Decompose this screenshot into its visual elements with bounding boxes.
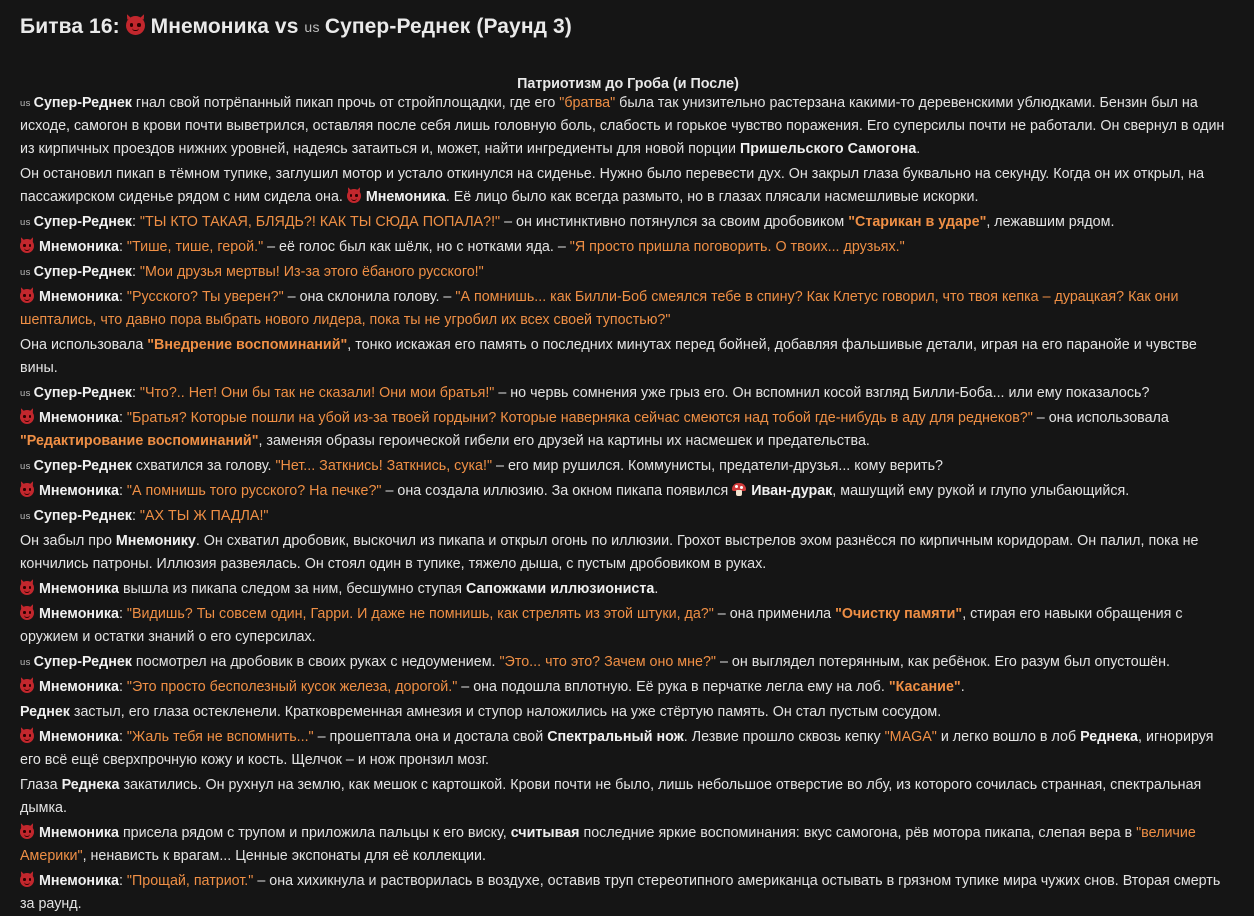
quote-text: "Прощай, патриот."	[126, 873, 254, 889]
story-paragraph	[20, 382, 1236, 405]
text-segment: :	[118, 410, 127, 426]
devil-emoji-icon	[20, 410, 34, 424]
text-segment: Она использовала	[20, 337, 148, 353]
bold-text: Мнемоника	[39, 729, 119, 745]
us-flag-icon: us	[20, 98, 31, 109]
bold-text: Супер-Реднек	[33, 508, 132, 524]
text-segment: – он выглядел потерянным, как ребёнок. Его разум был опустошён.	[716, 654, 1171, 670]
text-segment: , лежавшим рядом.	[986, 214, 1115, 230]
text-segment: и легко вошло в лоб	[936, 729, 1081, 745]
text-segment: посмотрел на дробовик в своих руках с недоумением.	[131, 654, 500, 670]
ability-name: "Очистку памяти"	[835, 606, 963, 622]
bold-text: Мнемонику	[115, 533, 196, 549]
story-paragraph	[20, 651, 1236, 674]
text-segment: – он инстинктивно потянулся за своим дробовиком	[500, 214, 849, 230]
story-paragraph	[20, 455, 1236, 478]
text-segment: . Лезвие прошло сквозь кепку	[683, 729, 885, 745]
us-flag-icon: us	[304, 19, 320, 35]
title-round: (Раунд 3)	[476, 15, 572, 38]
text-segment: – его мир рушился. Коммунисты, предатели-друзья... кому верить?	[492, 458, 943, 474]
text-segment: :	[131, 385, 140, 401]
text-segment: последние яркие воспоминания: вкус самогона, рёв мотора пикапа, слепая вера в	[579, 825, 1137, 841]
story-paragraph	[20, 578, 1236, 601]
text-segment: застыл, его глаза остекленели. Кратковременная амнезия и ступор наложились на уже стёртую память. Он стал пустым сосудом.	[69, 704, 942, 720]
quote-text: "Жаль тебя не вспомнить..."	[126, 729, 314, 745]
title-prefix: Битва 16:	[20, 15, 120, 38]
text-segment: . Он схватил дробовик, выскочил из пикапа и открыл огонь по иллюзии. Грохот выстрелов эхом разнёсся по кирпичным коридорам. Он палил, пока не кончились патроны. Иллюзия развеялась. Он стоял один в тупике, тяжело дыша, с пустым дробовиком в руках.	[20, 533, 1199, 572]
quote-text: "Мои друзья мертвы! Из-за этого ёбаного русского!"	[139, 264, 484, 280]
bold-text: считывая	[510, 825, 580, 841]
bold-text: Супер-Реднек	[33, 385, 132, 401]
text-segment: :	[131, 508, 140, 524]
bold-text: Супер-Реднек	[33, 654, 132, 670]
devil-emoji-icon	[126, 16, 145, 35]
quote-text: "А помнишь того русского? На печке?"	[126, 483, 382, 499]
quote-text: "Русского? Ты уверен?"	[126, 289, 284, 305]
text-segment: , заменяя образы героической гибели его друзей на картины их насмешек и предательства.	[258, 433, 870, 449]
text-segment: :	[118, 239, 127, 255]
devil-emoji-icon	[20, 606, 34, 620]
text-segment: :	[131, 264, 140, 280]
text-segment: :	[131, 214, 140, 230]
devil-emoji-icon	[20, 483, 34, 497]
text-segment: присела рядом с трупом и приложила пальцы к его виску,	[118, 825, 511, 841]
us-flag-icon: us	[20, 267, 31, 278]
bold-text: Реднека	[1080, 729, 1139, 745]
bold-text: Спектральный нож	[547, 729, 684, 745]
bold-text: Реднека	[61, 777, 120, 793]
text-segment: была так унизительно растерзана какими-то деревенскими ублюдками. Бензин был на исходе, самогон в крови почти выветрился, оставляя после себя лишь головную боль, слабость и горькое чувство поражения. Его суперсилы почти не работали. Он свернул в один из кирпичных проездов нижних уровней, надеясь затаиться и, может, найти ингредиенты для новой порции	[20, 95, 1225, 157]
bold-text: Супер-Реднек	[33, 214, 132, 230]
story-paragraph	[20, 261, 1236, 284]
quote-text: "ТЫ КТО ТАКАЯ, БЛЯДЬ?! КАК ТЫ СЮДА ПОПАЛА?!"	[139, 214, 501, 230]
devil-emoji-icon	[20, 729, 34, 743]
text-segment: – она создала иллюзию. За окном пикапа появился	[381, 483, 733, 499]
story-paragraph	[20, 676, 1236, 699]
story-paragraph	[20, 530, 1236, 576]
quote-text: "Это просто бесполезный кусок железа, дорогой."	[126, 679, 458, 695]
story-paragraph	[20, 505, 1236, 528]
story-paragraph	[20, 334, 1236, 380]
bold-text: Мнемоника	[39, 873, 119, 889]
text-segment: :	[118, 873, 127, 889]
story-paragraph	[20, 774, 1236, 820]
quote-text: "Братья? Которые пошли на убой из-за твоей гордыни? Которые наверняка сейчас смеются над тобой где-нибудь в аду для реднеков?"	[126, 410, 1033, 426]
text-segment: – она использовала	[1032, 410, 1169, 426]
text-segment: схватился за голову.	[131, 458, 276, 474]
us-flag-icon: us	[20, 657, 31, 668]
bold-text: Супер-Реднек	[33, 95, 132, 111]
text-segment: :	[118, 729, 127, 745]
devil-emoji-icon	[20, 581, 34, 595]
bold-text: Мнемоника	[39, 581, 119, 597]
quote-text: "АХ ТЫ Ж ПАДЛА!"	[139, 508, 269, 524]
text-segment: , стирая его навыки обращения с оружием и остатки знаний о его суперсилах.	[20, 606, 1183, 645]
devil-emoji-icon	[20, 873, 34, 887]
quote-text: "Тише, тише, герой."	[126, 239, 264, 255]
text-segment: – она подошла вплотную. Её рука в перчатке легла ему на лоб.	[457, 679, 889, 695]
story-paragraph	[20, 480, 1236, 503]
story-paragraph	[20, 92, 1236, 161]
text-segment: Глаза	[20, 777, 62, 793]
text-segment: .	[654, 581, 659, 597]
text-segment: , игнорируя его всё ещё сверхпрочную кожу и кость. Щелчок – и нож пронзил мозг.	[20, 729, 1214, 768]
us-flag-icon: us	[20, 511, 31, 522]
text-segment: Он забыл про	[20, 533, 116, 549]
title-vs: vs	[274, 15, 299, 38]
story-paragraph	[20, 407, 1236, 453]
us-flag-icon: us	[20, 388, 31, 399]
ability-name: "Касание"	[888, 679, 961, 695]
bold-text: Иван-дурак	[751, 483, 833, 499]
devil-emoji-icon	[20, 679, 34, 693]
text-segment: – она хихикнула и растворилась в воздухе, оставив труп стереотипного американца остывать в грязном тупике мира чужих снов. Вторая смерть за раунд.	[20, 873, 1221, 912]
text-segment: – но червь сомнения уже грыз его. Он вспомнил косой взгляд Билли-Боба... или ему показалось?	[494, 385, 1150, 401]
ability-name: "Внедрение воспоминаний"	[147, 337, 348, 353]
text-segment: Он остановил пикап в тёмном тупике, заглушил мотор и устало откинулся на сиденье. Нужно было перевести дух. Он закрыл глаза буквально на секунду. Когда он их открыл, на пассажирском сиденье рядом с ним сидела она.	[20, 166, 1205, 205]
story-paragraph	[20, 286, 1236, 332]
ability-name: "Редактирование воспоминаний"	[20, 433, 259, 449]
text-segment: , тонко искажая его память о последних минутах перед бойней, добавляя фальшивые детали, играя на его паранойе и чувстве вины.	[20, 337, 1197, 376]
bold-text: Супер-Реднек	[33, 264, 132, 280]
text-segment: :	[118, 289, 127, 305]
us-flag-icon: us	[20, 217, 31, 228]
bold-text: Мнемоника	[365, 189, 446, 205]
text-segment: :	[118, 606, 127, 622]
section-title: Патриотизм до Гроба (и После)	[517, 76, 739, 92]
text-segment: , ненависть к врагам... Ценные экспонаты для её коллекции.	[82, 848, 486, 864]
quote-text: "Видишь? Ты совсем один, Гарри. И даже не помнишь, как стрелять из этой штуки, да?"	[126, 606, 714, 622]
bold-text: Пришельского Самогона	[739, 141, 917, 157]
text-segment: – она применила	[713, 606, 836, 622]
story-paragraph	[20, 603, 1236, 649]
text-segment: :	[118, 679, 127, 695]
story-body	[20, 92, 1236, 916]
bold-text: Супер-Реднек	[33, 458, 132, 474]
bold-text: Мнемоника	[39, 483, 119, 499]
text-segment: , машущий ему рукой и глупо улыбающийся.	[832, 483, 1130, 499]
title-right-name: Супер-Реднек	[324, 15, 471, 38]
quote-text: "величие Америки"	[20, 825, 1196, 864]
bold-text: Реднек	[20, 704, 70, 720]
bold-text: Мнемоника	[39, 289, 119, 305]
ability-name: "Старикан в ударе"	[848, 214, 987, 230]
text-segment: – она склонила голову. –	[283, 289, 456, 305]
text-segment: .	[916, 141, 921, 157]
devil-emoji-icon	[20, 239, 34, 253]
bold-text: Мнемоника	[39, 410, 119, 426]
text-segment: :	[118, 483, 127, 499]
devil-emoji-icon	[347, 189, 361, 203]
title-left-name: Мнемоника	[150, 15, 269, 38]
text-segment: закатились. Он рухнул на землю, как мешок с картошкой. Крови почти не было, лишь небольшое отверстие во лбу, из которого сочилась странная, спектральная дымка.	[20, 777, 1202, 816]
devil-emoji-icon	[20, 289, 34, 303]
story-paragraph	[20, 163, 1236, 209]
text-segment: гнал свой потрёпанный пикап прочь от стройплощадки, где его	[131, 95, 560, 111]
text-segment: – её голос был как шёлк, но с нотками яда. –	[263, 239, 570, 255]
bold-text: Мнемоника	[39, 239, 119, 255]
quote-text: "А помнишь... как Билли-Боб смеялся тебе в спину? Как Клетус говорил, что твоя кепка – дурацкая? Как они шептались, что давно пора выбрать нового лидера, пока ты не угробил их всех своей тупостью?"	[20, 289, 1179, 328]
quote-text: "Что?.. Нет! Они бы так не сказали! Они мои братья!"	[139, 385, 495, 401]
page-title	[20, 10, 1236, 44]
story-paragraph	[20, 726, 1236, 772]
mushroom-emoji-icon	[732, 483, 746, 496]
bold-text: Мнемоника	[39, 606, 119, 622]
bold-text: Сапожками иллюзиониста	[465, 581, 655, 597]
text-segment: .	[960, 679, 965, 695]
us-flag-icon: us	[20, 461, 31, 472]
story-paragraph	[20, 701, 1236, 724]
story-paragraph	[20, 236, 1236, 259]
quote-text: "Нет... Заткнись! Заткнись, сука!"	[275, 458, 493, 474]
quote-text: "Я просто пришла поговорить. О твоих... друзьях."	[569, 239, 905, 255]
story-paragraph	[20, 211, 1236, 234]
text-segment: вышла из пикапа следом за ним, бесшумно ступая	[118, 581, 466, 597]
bold-text: Мнемоника	[39, 679, 119, 695]
quote-text: "Это... что это? Зачем оно мне?"	[499, 654, 717, 670]
story-paragraph	[20, 822, 1236, 868]
quote-text: "братва"	[559, 95, 616, 111]
devil-emoji-icon	[20, 825, 34, 839]
text-segment: – прошептала она и достала свой	[313, 729, 548, 745]
text-segment: . Её лицо было как всегда размыто, но в глазах плясали насмешливые искорки.	[445, 189, 979, 205]
quote-text: "MAGA"	[884, 729, 937, 745]
bold-text: Мнемоника	[39, 825, 119, 841]
story-paragraph	[20, 870, 1236, 916]
